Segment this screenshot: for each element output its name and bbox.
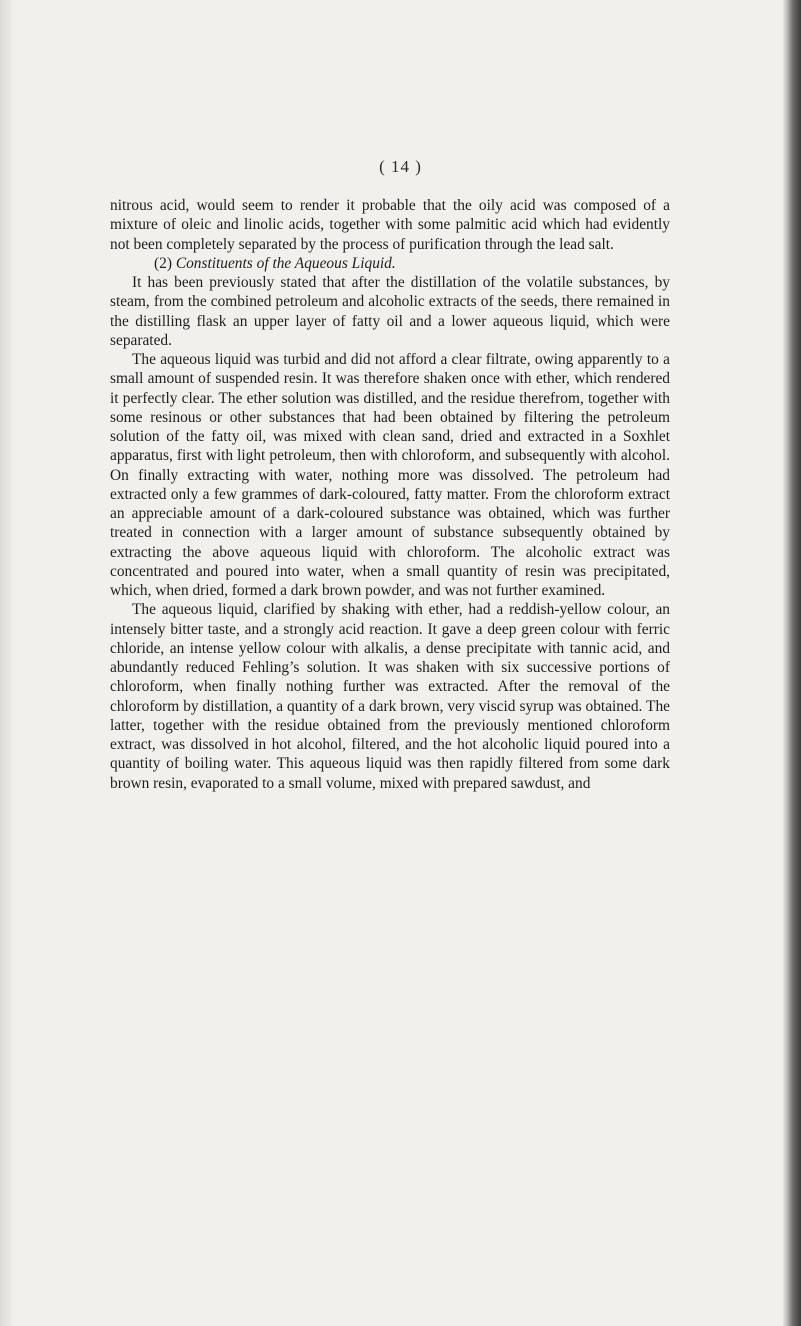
section-heading-number: (2) bbox=[154, 254, 172, 272]
section-heading bbox=[110, 254, 670, 273]
paragraph: The aqueous liquid, clarified by shaking with ether, had a reddish-yellow colour, an intensely bitter taste, and a strongly acid reaction. It gave a deep green colour with ferric chloride, an intense yellow colour with alkalis, a dense precipitate with tannic acid, and abundantly reduced Fehling’s solution. It was shaken with six successive portions of chloroform, when finally nothing further was extracted. After the removal of the chloroform by distillation, a quantity of a dark brown, very viscid syrup was obtained. The latter, together with the residue obtained from the previously mentioned chloroform extract, was dissolved in hot alcohol, filtered, and the hot alcoholic liquid poured into a quantity of boiling water. This aqueous liquid was then rapidly filtered from some dark brown resin, evaporated to a small volume, mixed with prepared sawdust, and bbox=[110, 601, 670, 792]
paragraph: The aqueous liquid was turbid and did not afford a clear filtrate, owing apparently to a small amount of suspended resin. It was therefore shaken once with ether, which rendered it perfectly clear. The ether solution was distilled, and the residue therefrom, together with some resinous or other substances that had been obtained by filtering the petroleum solution of the fatty oil, was mixed with clean sand, dried and extracted in a Soxhlet apparatus, first with light petroleum, then with chloroform, and subsequently with alcohol. On finally extracting with water, nothing more was dissolved. The petroleum had extracted only a few grammes of dark-coloured, fatty matter. From the chloroform extract an appreciable amount of a dark-coloured substance was obtained, which was further treated in connection with a larger amount of substance subsequently obtained by extracting the above aqueous liquid with chloroform. The alcoholic extract was concentrated and poured into water, when a small quantity of resin was precipitated, which, when dried, formed a dark brown powder, and was not further examined. bbox=[110, 351, 670, 599]
page-gutter-shadow bbox=[0, 0, 14, 1326]
page-number: ( 14 ) bbox=[379, 157, 422, 176]
paragraph: It has been previously stated that after the distillation of the volatile substances, by steam, from the combined petroleum and alcoholic extracts of the seeds, there remained in the distilling flask an upper layer of fatty oil and a lower aqueous liquid, which were separated. bbox=[110, 274, 670, 349]
page-binding-edge bbox=[783, 0, 801, 1326]
body-text bbox=[110, 196, 670, 793]
paragraph-continuation: nitrous acid, would seem to render it probable that the oily acid was composed of a mixture of oleic and linolic acids, together with some palmitic acid which had evidently not been completely separated by the process of purification through the lead salt. bbox=[110, 197, 670, 253]
section-heading-title: Constituents of the Aqueous Liquid. bbox=[175, 254, 396, 272]
